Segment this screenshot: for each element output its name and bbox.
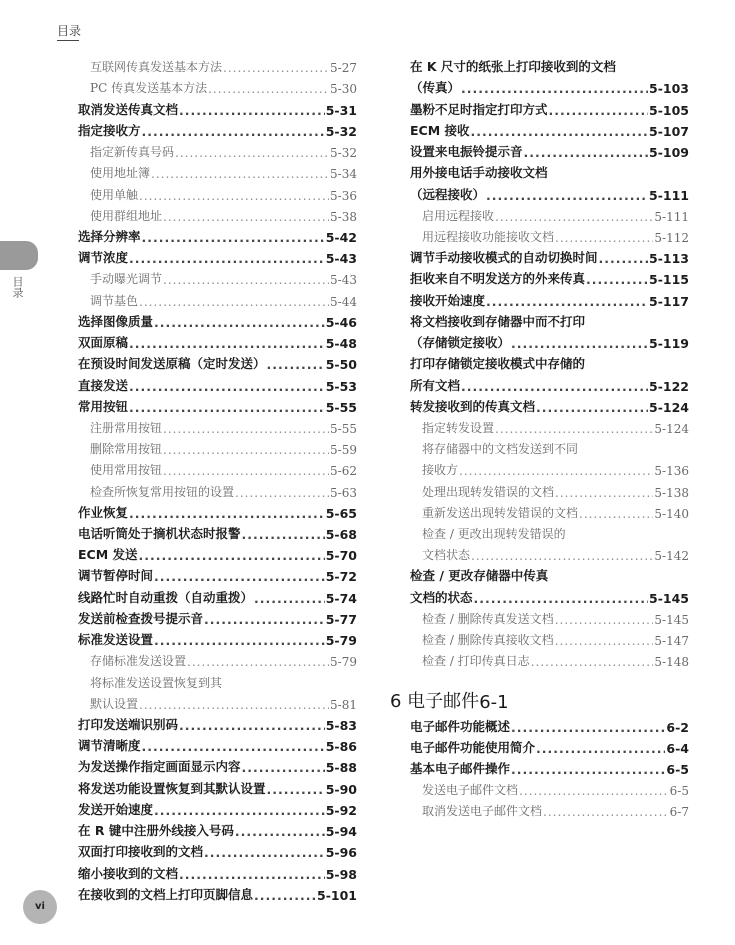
toc-subentry[interactable] [78,287,357,308]
dot-leader [474,591,649,606]
toc-page-number: 5-42 [325,229,357,245]
toc-page-number: 5-59 [330,443,357,458]
toc-page-number: 5-124 [654,421,689,436]
toc-entry-title: 发送前检查拨号提示音 [78,610,204,626]
toc-entry-title: 启用远程接收 [422,208,495,223]
toc-entry[interactable] [78,797,357,818]
toc-entry-title: 取消发送电子邮件文档 [422,804,543,819]
toc-page-number: 5-92 [325,802,357,818]
dot-leader [471,124,649,139]
toc-page-number: 5-105 [649,102,689,118]
toc-entry-title: 调节手动接收模式的自动切换时间 [410,250,598,266]
toc-entry-title: 直接发送 [78,377,129,393]
toc-page-number: 5-117 [649,293,689,309]
toc-entry[interactable] [78,606,357,627]
toc-entry-title: 调节浓度 [78,250,129,266]
toc-entry-title: 将标准发送设置恢复到其 [90,675,223,690]
dot-leader [163,210,329,224]
dot-leader [129,400,325,415]
toc-entry-title: 选择图像质量 [78,313,154,329]
toc-page-number: 6-1 [479,692,509,714]
toc-entry-title: 打印发送端识别码 [78,717,179,732]
toc-subentry[interactable] [410,648,689,669]
toc-page-number: 5-70 [325,548,357,564]
toc-page-number: 5-124 [649,399,689,415]
dot-leader [129,251,325,266]
toc-entry[interactable] [410,181,689,202]
toc-page-number: 6-7 [669,805,689,820]
dot-leader [254,591,325,606]
toc-entry-title-line[interactable] [410,309,689,330]
toc-entry-title: 手动曝光调节 [90,272,163,287]
toc-subentry[interactable] [78,266,357,287]
toc-entry[interactable] [78,351,357,372]
dot-leader [163,443,329,457]
toc-entry-title: 注册常用按钮 [90,420,163,435]
toc-entry[interactable] [410,245,689,266]
dot-leader [163,464,329,478]
dot-leader [536,741,665,756]
dot-leader [242,760,325,775]
toc-entry[interactable] [78,775,357,796]
toc-page-number: 5-46 [325,314,357,330]
toc-page-number: 5-79 [325,633,357,649]
toc-entry-title: 线路忙时自动重拨（自动重拨） [78,589,254,605]
toc-page-number: 5-62 [330,464,357,479]
toc-subentry[interactable] [78,181,357,202]
dot-leader [555,613,654,627]
toc-subentry[interactable] [410,415,689,436]
toc-entry[interactable] [78,712,357,733]
toc-entry-title: ECM 发送 [78,547,138,563]
toc-entry[interactable] [410,96,689,117]
toc-page-number: 5-112 [654,230,689,245]
toc-entry[interactable] [410,372,689,393]
toc-entry-title: 转发接收到的传真文档 [410,398,536,414]
toc-page-number: 5-119 [649,336,689,352]
toc-subentry[interactable] [410,500,689,521]
toc-subentry[interactable] [78,648,357,669]
toc-page-number: 5-107 [649,123,689,139]
toc-page-number: 5-72 [325,569,357,585]
toc-entry-title: 检查 / 更改存储器中传真 [410,568,549,584]
dot-leader [511,720,665,735]
toc-entry-title: 设置来电振铃提示音 [410,144,523,160]
toc-entry-title: PC 传真发送基本方法 [90,81,208,96]
toc-page-number: 5-63 [330,485,357,500]
toc-entry[interactable] [410,713,689,734]
toc-entry[interactable] [78,118,357,139]
toc-page-number: 5-94 [325,824,357,840]
toc-entry-title: 使用群组地址 [90,208,163,223]
toc-page-number: 5-55 [325,399,357,415]
toc-entry-title-line[interactable] [410,436,689,457]
toc-subentry[interactable] [410,627,689,648]
toc-entry-title: 将发送功能设置恢复到其默认设置 [78,780,266,796]
chapter-side-tab [0,241,38,270]
dot-leader [267,357,325,372]
toc-subentry[interactable] [78,54,357,75]
toc-entry-title: 双面原稿 [78,335,129,351]
toc-entry-title: 用远程接收功能接收文档 [422,229,555,244]
toc-entry-title: （传真） [410,80,461,96]
toc-entry-title: 墨粉不足时指定打印方式 [410,101,548,117]
toc-entry-title: 拒收来自不明发送方的外来传真 [410,271,586,287]
toc-entry[interactable] [78,882,357,903]
toc-entry-title: 电话听筒处于摘机状态时报警 [78,526,241,542]
side-tab-label: 目录 [11,276,24,298]
toc-entry-title: ECM 接收 [410,122,470,138]
dot-leader [524,145,649,160]
toc-entry-title: 调节清晰度 [78,738,141,754]
toc-page-number: 5-83 [325,718,357,733]
toc-entry-title: 使用常用按钮 [90,463,163,478]
toc-subentry[interactable] [410,224,689,245]
toc-entry-title: 指定接收方 [78,122,141,138]
toc-entry-title-line[interactable] [410,54,689,75]
dot-leader [235,824,325,839]
dot-leader [154,569,325,584]
toc-page-number: 5-145 [649,590,689,606]
toc-page-number: 5-136 [654,464,689,479]
dot-leader [129,336,325,351]
dot-leader [154,633,325,648]
dot-leader [254,888,316,903]
toc-page-number: 5-145 [654,612,689,627]
toc-page-number: 5-147 [654,634,689,649]
toc-entry-title: 存储标准发送设置 [90,654,187,669]
toc-entry-title: 接收开始速度 [410,292,486,308]
toc-page-number: 5-65 [325,505,357,521]
toc-page-number: 5-36 [330,188,357,203]
dot-leader [204,612,325,627]
toc-entry[interactable] [410,756,689,777]
toc-page-number: 5-140 [654,506,689,521]
toc-entry-title: 使用单触 [90,187,139,202]
toc-subentry[interactable] [410,798,689,819]
dot-leader [599,251,649,266]
dot-leader [204,845,325,860]
dot-leader [486,294,648,309]
toc-page-number: 5-77 [325,611,357,627]
header-title: 目录 [57,24,82,38]
toc-page-number: 5-88 [325,760,357,776]
toc-page-number: 5-109 [649,145,689,161]
dot-leader [129,379,325,394]
toc-entry-title: 调节基色 [90,293,139,308]
toc-page-number: 5-53 [325,378,357,394]
dot-leader [579,507,653,521]
toc-page-number: 5-34 [330,167,357,182]
dot-leader [519,784,669,798]
toc-entry-title: 重新发送出现转发错误的文档 [422,505,579,520]
toc-page-number: 5-86 [325,739,357,755]
dot-leader [461,379,648,394]
toc-page-number: 5-32 [325,123,357,139]
dot-leader [129,506,325,521]
dot-leader [511,762,665,777]
toc-page-number: 5-79 [330,655,357,670]
toc-entry-title: 用外接电话手动接收文档 [410,165,548,181]
toc-entry-title: 互联网传真发送基本方法 [90,60,223,75]
toc-page-number: 5-43 [330,273,357,288]
toc-entry[interactable] [78,309,357,330]
toc-page-number: 5-43 [325,251,357,267]
toc-entry[interactable] [410,266,689,287]
toc-page-number: 5-96 [325,845,357,861]
toc-entry-title: 电子邮件功能概述 [410,718,511,734]
toc-page-number: 5-98 [325,866,357,882]
dot-leader [511,336,648,351]
dot-leader [223,61,329,75]
toc-entry-title: 使用地址簿 [90,166,151,181]
dot-leader [139,548,325,563]
toc-entry-title: 选择分辨率 [78,228,141,244]
toc-entry[interactable] [78,733,357,754]
toc-entry[interactable] [410,394,689,415]
toc-entry-title: 所有文档 [410,377,461,393]
toc-entry-title: 文档状态 [422,548,471,563]
toc-page-number: 5-50 [325,357,357,373]
dot-leader [175,146,329,160]
toc-entry[interactable] [78,521,357,542]
toc-subentry[interactable] [410,203,689,224]
toc-subentry[interactable] [78,691,357,712]
toc-entry[interactable] [78,245,357,266]
toc-entry-title-line[interactable] [410,563,689,584]
dot-leader [139,295,329,309]
dot-leader [208,82,329,96]
dot-leader [179,718,325,733]
toc-entry-title: 接收方 [422,463,459,478]
toc-subentry[interactable] [410,606,689,627]
toc-page-number: 6-4 [666,740,689,756]
toc-entry-title: 将文档接收到存储器中而不打印 [410,313,586,329]
dot-leader [267,782,325,797]
dot-leader [163,422,329,436]
dot-leader [471,549,653,563]
toc-page-number: 5-138 [654,485,689,500]
toc-page-number: 5-68 [325,527,357,543]
toc-entry[interactable] [78,584,357,605]
toc-page-number: 5-55 [330,421,357,436]
toc-entry[interactable] [78,754,357,775]
toc-subentry[interactable] [78,160,357,181]
toc-page-number: 5-111 [649,187,689,203]
toc-entry-title: 在 R 键中注册外线接入号码 [78,823,234,839]
dot-leader [586,272,648,287]
toc-subentry[interactable] [78,139,357,160]
dot-leader [139,698,329,712]
toc-page-number: 5-103 [649,81,689,97]
header-rule [57,40,79,41]
toc-entry-title: 取消发送传真文档 [78,101,179,117]
toc-page-number: 5-115 [649,272,689,288]
toc-entry-title: 在接收到的文档上打印页脚信息 [78,886,254,902]
dot-leader [151,167,329,181]
dot-leader [459,464,653,478]
toc-entry[interactable] [78,542,357,563]
dot-leader [154,315,325,330]
dot-leader [154,803,325,818]
toc-entry-title: 处理出现转发错误的文档 [422,484,555,499]
toc-entry-title: 删除常用按钮 [90,442,163,457]
toc-entry-title: 将存储器中的文档发送到不同 [422,442,579,457]
dot-leader [495,422,653,436]
toc-entry-title: 指定新传真号码 [90,145,175,160]
toc-entry[interactable] [410,330,689,351]
toc-subentry[interactable] [78,478,357,499]
toc-entry[interactable] [78,500,357,521]
toc-subentry[interactable] [410,478,689,499]
toc-entry[interactable] [410,584,689,605]
toc-entry-title: 作业恢复 [78,504,129,520]
toc-entry-title: （存储锁定接收） [410,335,511,351]
dot-leader [142,739,325,754]
toc-entry[interactable] [78,372,357,393]
toc-page-number: 6-2 [666,719,689,735]
toc-page-number: 5-122 [649,378,689,394]
toc-entry-title: 检查所恢复常用按钮的设置 [90,484,235,499]
toc-page-number: 5-81 [330,697,357,712]
dot-leader [531,655,654,669]
toc-entry-title: 标准发送设置 [78,632,154,648]
toc-entry-title: 调节暂停时间 [78,568,154,584]
dot-leader [179,867,325,882]
toc-page-number: 5-31 [325,102,357,118]
toc-subentry[interactable] [78,203,357,224]
toc-entry-title: 为发送操作指定画面显示内容 [78,759,241,775]
toc-page-number: 5-74 [325,590,357,606]
toc-page-number: 5-38 [330,209,357,224]
dot-leader [555,231,653,245]
toc-entry-title: 常用按钮 [78,398,129,414]
toc-entry-title-line[interactable] [410,521,689,542]
dot-leader [187,655,329,669]
toc-page-number: 5-101 [317,887,357,903]
toc-page-number: 5-48 [325,336,357,352]
toc-entry-title: 缩小接收到的文档 [78,865,179,881]
toc-entry-title: 默认设置 [90,696,139,711]
toc-chapter-heading[interactable] [390,683,689,713]
dot-leader [543,805,669,819]
page-number-badge: vi [23,890,57,924]
toc-entry-title: 电子邮件功能使用简介 [410,739,536,755]
toc-page-number: 5-27 [330,61,357,76]
toc-entry-title: 双面打印接收到的文档 [78,844,204,860]
toc-entry[interactable] [78,563,357,584]
section-gap [410,669,689,683]
toc-subentry[interactable] [410,777,689,798]
dot-leader [235,486,329,500]
toc-subentry[interactable] [78,75,357,96]
toc-entry-title-line[interactable] [410,351,689,372]
toc-entry-title: 在 K 尺寸的纸张上打印接收到的文档 [410,59,616,75]
dot-leader [142,230,325,245]
toc-left-column [78,54,357,903]
dot-leader [555,486,653,500]
toc-entry-title: （远程接收） [410,186,486,202]
toc-entry-title-line[interactable] [78,669,357,690]
dot-leader [142,124,325,139]
toc-entry-title: 检查 / 删除传真发送文档 [422,611,554,626]
toc-page-number: 6-5 [666,762,689,777]
toc-right-column [390,54,689,820]
toc-entry[interactable] [410,139,689,160]
toc-subentry[interactable] [410,457,689,478]
toc-page-number: 5-90 [325,781,357,797]
toc-entry-title: 打印存储锁定接收模式中存储的 [410,356,586,372]
toc-subentry[interactable] [410,542,689,563]
dot-leader [495,210,653,224]
toc-entry-title: 基本电子邮件操作 [410,761,511,776]
toc-entry[interactable] [78,224,357,245]
toc-page-number: 5-44 [330,294,357,309]
toc-entry[interactable] [78,96,357,117]
dot-leader [242,527,325,542]
toc-entry-title: 检查 / 打印传真日志 [422,654,530,669]
toc-entry[interactable] [78,839,357,860]
toc-page-number: 5-148 [654,655,689,670]
dot-leader [549,103,649,118]
toc-page-number: 5-113 [649,251,689,267]
toc-page-number: 5-32 [330,146,357,161]
toc-entry-title: 指定转发设置 [422,420,495,435]
toc-subentry[interactable] [78,415,357,436]
toc-entry[interactable] [78,627,357,648]
toc-entry[interactable] [410,118,689,139]
toc-entry-title: 6 电子邮件 [390,691,480,713]
toc-entry[interactable] [78,818,357,839]
toc-entry[interactable] [410,287,689,308]
toc-subentry[interactable] [78,436,357,457]
dot-leader [536,400,648,415]
toc-entry[interactable] [78,394,357,415]
dot-leader [461,81,648,96]
toc-entry-title: 发送开始速度 [78,801,154,817]
toc-entry-title: 在预设时间发送原稿（定时发送） [78,356,266,372]
toc-entry[interactable] [78,330,357,351]
toc-page-number: 5-30 [330,82,357,97]
toc-entry[interactable] [410,735,689,756]
dot-leader [486,188,648,203]
toc-subentry[interactable] [78,457,357,478]
toc-entry[interactable] [410,75,689,96]
toc-page-number: 5-111 [654,209,689,224]
toc-entry-title: 检查 / 删除传真接收文档 [422,633,554,648]
dot-leader [139,189,329,203]
toc-entry-title-line[interactable] [410,160,689,181]
toc-page-number: 5-142 [654,549,689,564]
dot-leader [555,634,654,648]
toc-entry-title: 文档的状态 [410,589,473,605]
toc-page-number: 6-5 [669,784,689,799]
toc-entry-title: 发送电子邮件文档 [422,783,519,798]
dot-leader [163,273,329,287]
toc-entry[interactable] [78,860,357,881]
dot-leader [179,103,325,118]
toc-entry-title: 检查 / 更改出现转发错误的 [422,527,566,542]
